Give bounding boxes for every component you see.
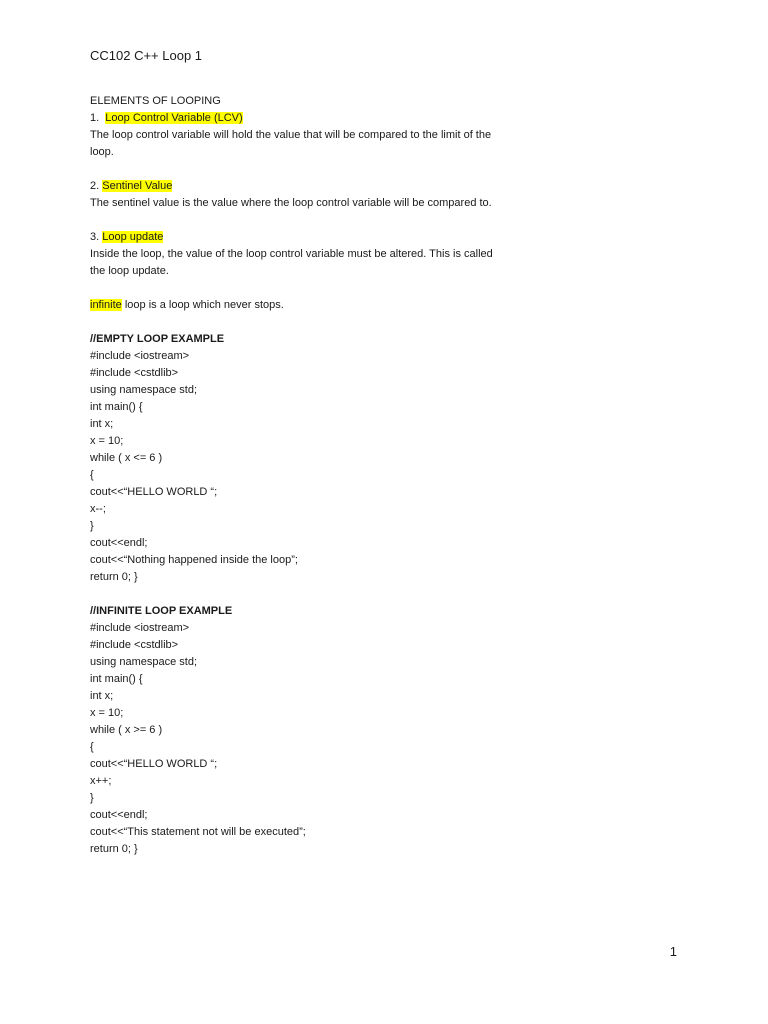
highlighted-term: Sentinel Value [102, 180, 173, 192]
item-number: 1. [90, 112, 106, 124]
code-line: x--; [90, 503, 106, 515]
code-block-empty-loop [90, 348, 530, 586]
code-line: #include <cstdlib> [90, 639, 179, 651]
document-header: CC102 C++ Loop 1 [90, 48, 203, 63]
element-description: loop. [90, 146, 114, 158]
code-line: cout<<“HELLO WORLD “; [90, 758, 218, 770]
code-line: return 0; } [90, 843, 138, 855]
code-line: x = 10; [90, 707, 124, 719]
paragraph-gap [90, 314, 530, 331]
infinite-definition [90, 297, 530, 314]
code-line: #include <cstdlib> [90, 367, 179, 379]
highlighted-term: Loop update [102, 231, 164, 243]
code-line: x = 10; [90, 435, 124, 447]
item-number: 3. [90, 231, 103, 243]
code-line: cout<<“HELLO WORLD “; [90, 486, 218, 498]
code-line: } [90, 792, 94, 804]
element-item-sentinel [90, 178, 530, 195]
code-line: { [90, 741, 94, 753]
code-line: while ( x <= 6 ) [90, 452, 163, 464]
highlighted-term: Loop Control Variable (LCV) [105, 112, 243, 124]
code-line: int x; [90, 418, 114, 430]
code-example-heading: //INFINITE LOOP EXAMPLE [90, 605, 233, 617]
code-line: cout<<endl; [90, 537, 148, 549]
code-line: } [90, 520, 94, 532]
document-body [90, 93, 530, 858]
code-line: cout<<“This statement not will be executed”; [90, 826, 306, 838]
item-number: 2. [90, 180, 103, 192]
code-line: #include <iostream> [90, 622, 190, 634]
code-line: #include <iostream> [90, 350, 190, 362]
code-line: int x; [90, 690, 114, 702]
code-line: x++; [90, 775, 112, 787]
code-line: while ( x >= 6 ) [90, 724, 163, 736]
code-example-heading: //EMPTY LOOP EXAMPLE [90, 333, 225, 345]
code-block-infinite-loop [90, 620, 530, 858]
element-item-lcv [90, 110, 530, 127]
element-description: Inside the loop, the value of the loop control variable must be altered. This is called [90, 248, 493, 260]
paragraph-gap [90, 586, 530, 603]
element-description: the loop update. [90, 265, 169, 277]
code-line: cout<<“Nothing happened inside the loop”; [90, 554, 298, 566]
code-line: { [90, 469, 94, 481]
code-line: return 0; } [90, 571, 138, 583]
paragraph-gap [90, 212, 530, 229]
page-number: 1 [669, 944, 677, 959]
highlighted-term: infinite [90, 299, 122, 311]
paragraph-gap [90, 280, 530, 297]
definition-text: loop is a loop which never stops. [121, 299, 284, 311]
code-line: int main() { [90, 401, 143, 413]
code-line: cout<<endl; [90, 809, 148, 821]
element-description: The loop control variable will hold the value that will be compared to the limit of the [90, 129, 492, 141]
code-line: int main() { [90, 673, 143, 685]
code-line: using namespace std; [90, 656, 198, 668]
element-item-update [90, 229, 530, 246]
code-line: using namespace std; [90, 384, 198, 396]
element-description: The sentinel value is the value where the loop control variable will be compared to. [90, 197, 492, 209]
paragraph-gap [90, 161, 530, 178]
section-heading: ELEMENTS OF LOOPING [90, 95, 221, 107]
